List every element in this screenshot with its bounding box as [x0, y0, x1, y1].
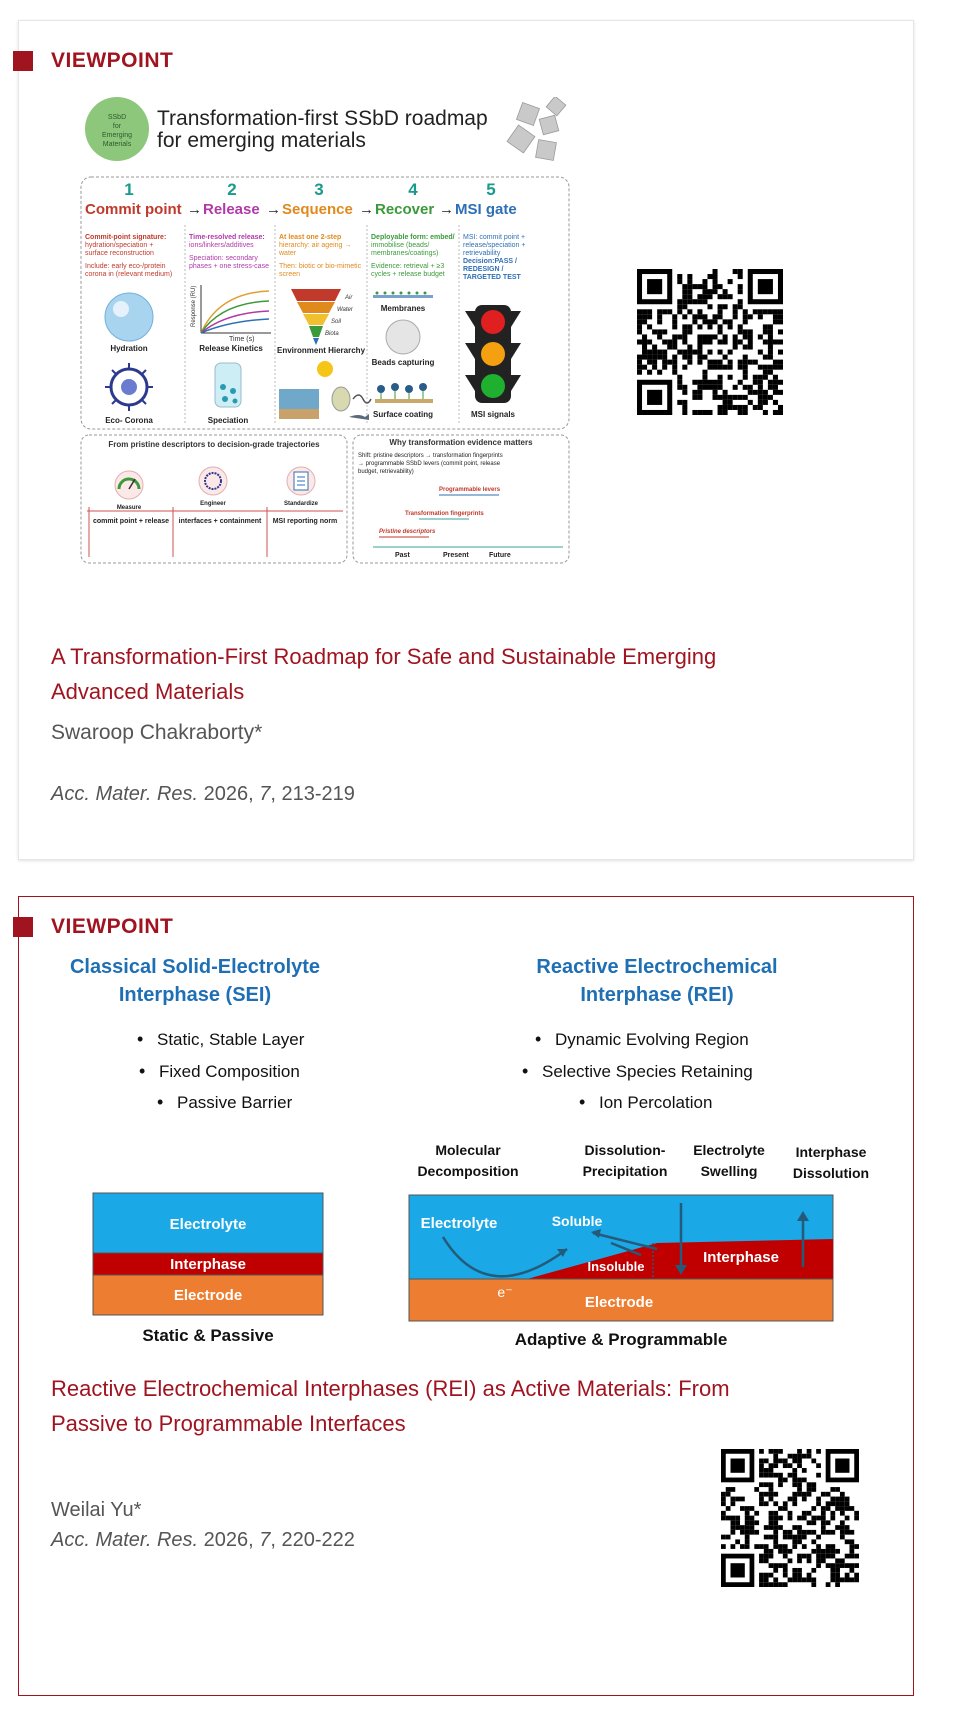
article-author: Weilai Yu*	[51, 1499, 142, 1521]
svg-text:Evidence: retrieval + ≥3: Evidence: retrieval + ≥3	[371, 263, 445, 270]
article-citation: Acc. Mater. Res. 2026, 7, 220-222	[51, 1529, 355, 1551]
svg-text:interfaces + containment: interfaces + containment	[178, 518, 262, 525]
svg-text:Interphase (REI): Interphase (REI)	[580, 984, 734, 1006]
qr-code[interactable]	[637, 269, 783, 415]
citation-pages: 220-222	[281, 1529, 355, 1551]
organism-icon	[332, 387, 350, 411]
svg-text:4: 4	[408, 180, 418, 199]
traffic-light-icon	[465, 305, 521, 403]
svg-text:Passive Barrier: Passive Barrier	[177, 1093, 293, 1112]
svg-text:At least one 2-step: At least one 2-step	[279, 234, 342, 241]
svg-text:Materials: Materials	[102, 141, 132, 148]
svg-text:cycles + release budget: cycles + release budget	[371, 271, 445, 278]
journal-name: Acc. Mater. Res.	[51, 1529, 199, 1551]
toc-graphic-ssbd-roadmap[interactable]	[79, 97, 571, 617]
svg-text:membranes/coatings): membranes/coatings)	[371, 250, 439, 257]
svg-text:Eco- Corona: Eco- Corona	[105, 416, 153, 425]
svg-text:→: →	[359, 201, 374, 218]
svg-text:for: for	[112, 123, 122, 130]
svg-text:immobilise (beads/: immobilise (beads/	[371, 242, 430, 249]
svg-text:Dynamic Evolving Region: Dynamic Evolving Region	[555, 1030, 749, 1049]
svg-text:•: •	[535, 1029, 542, 1049]
svg-text:From pristine descriptors to d: From pristine descriptors to decision-grade trajectories	[108, 440, 320, 449]
citation-year: 2026	[203, 783, 249, 805]
svg-text:•: •	[522, 1061, 529, 1081]
citation-pages: 213-219	[281, 783, 355, 805]
badge-marker	[13, 917, 33, 937]
qr-code[interactable]	[721, 1449, 859, 1587]
gauge-icon	[115, 471, 143, 499]
svg-text:5: 5	[486, 180, 496, 199]
surface-coating-icon	[375, 383, 433, 403]
svg-text:SSbD: SSbD	[107, 114, 127, 121]
journal-name: Acc. Mater. Res.	[51, 783, 199, 805]
svg-text:Biota: Biota	[325, 331, 339, 337]
svg-text:2: 2	[227, 180, 237, 199]
membranes-icon	[373, 292, 433, 299]
svg-text:surface reconstruction: surface reconstruction	[85, 250, 154, 257]
svg-text:Environment Hierarchy: Environment Hierarchy	[276, 346, 366, 355]
svg-text:REDESIGN /: REDESIGN /	[463, 266, 504, 273]
svg-text:→ programmable SSbD levers (co: → programmable SSbD levers (commit point, release	[358, 461, 501, 467]
svg-text:Engineer: Engineer	[200, 501, 226, 507]
svg-text:Soil: Soil	[331, 319, 342, 325]
article-type-badge: VIEWPOINT	[51, 49, 174, 72]
speciation-tube-icon	[215, 363, 241, 407]
svg-text:water: water	[279, 250, 297, 257]
svg-text:Dissolution: Dissolution	[792, 1165, 870, 1181]
svg-text:Air: Air	[345, 295, 353, 301]
svg-text:Reactive Electrochemical: Reactive Electrochemical	[536, 956, 778, 978]
engineer-icon	[199, 467, 227, 495]
svg-text:Interphase: Interphase	[795, 1144, 867, 1160]
svg-text:Classical Solid-Electrolyte: Classical Solid-Electrolyte	[69, 956, 321, 978]
bead-icon	[386, 320, 420, 354]
step-headers	[85, 180, 517, 218]
svg-text:release/speciation +: release/speciation +	[463, 242, 526, 249]
svg-text:Surface coating: Surface coating	[372, 410, 434, 419]
citation-year: 2026	[203, 1529, 249, 1551]
svg-text:Recover: Recover	[375, 201, 435, 218]
svg-text:Interphase: Interphase	[703, 1249, 779, 1266]
environment-funnel-icon	[291, 289, 354, 345]
svg-text:MSI signals: MSI signals	[470, 410, 516, 419]
eco-corona-icon	[105, 363, 153, 411]
article-citation: Acc. Mater. Res. 2026, 7, 213-219	[51, 783, 355, 805]
svg-text:Then: biotic or bio-mimetic: Then: biotic or bio-mimetic	[279, 263, 362, 270]
graphic-heading-1: Transformation-first SSbD roadmap	[157, 107, 488, 130]
svg-text:Static, Stable Layer: Static, Stable Layer	[157, 1030, 305, 1049]
svg-text:Beads capturing: Beads capturing	[371, 358, 435, 367]
svg-text:•: •	[137, 1029, 144, 1049]
svg-text:Insoluble: Insoluble	[587, 1259, 645, 1274]
article-author: Swaroop Chakraborty*	[51, 721, 263, 744]
right-caption: Adaptive & Programmable	[514, 1330, 728, 1349]
svg-text:Sequence: Sequence	[282, 201, 353, 218]
svg-text:ions/linkers/additives: ions/linkers/additives	[189, 242, 254, 249]
svg-text:Interphase (SEI): Interphase (SEI)	[118, 984, 272, 1006]
svg-text:Time-resolved release:: Time-resolved release:	[189, 234, 265, 241]
svg-text:Release: Release	[203, 201, 260, 218]
svg-text:Transformation fingerprints: Transformation fingerprints	[405, 511, 484, 517]
svg-text:Commit point: Commit point	[85, 201, 182, 218]
svg-text:hydration/speciation +: hydration/speciation +	[85, 242, 154, 249]
svg-text:Programmable levers: Programmable levers	[439, 487, 501, 493]
svg-text:commit point + release: commit point + release	[92, 518, 170, 525]
hydration-icon	[105, 293, 153, 341]
svg-text:hierarchy: air ageing →: hierarchy: air ageing →	[279, 242, 352, 249]
svg-text:Molecular: Molecular	[435, 1142, 501, 1158]
svg-text:Past: Past	[395, 552, 410, 559]
svg-text:Pristine descriptors: Pristine descriptors	[379, 529, 436, 535]
svg-text:Selective Species Retaining: Selective Species Retaining	[542, 1062, 753, 1081]
svg-text:•: •	[157, 1092, 164, 1112]
svg-text:Speciation: secondary: Speciation: secondary	[189, 255, 258, 262]
toc-graphic-rei[interactable]	[47, 949, 887, 1369]
svg-text:screen: screen	[279, 271, 301, 278]
svg-text:MSI reporting norm: MSI reporting norm	[272, 518, 338, 525]
badge-marker	[13, 51, 33, 71]
article-title-link[interactable]: Reactive Electrochemical Interphases (REI) as Active Materials: From Passive to Programmable Interfaces	[51, 1376, 730, 1436]
svg-text:Ion Percolation: Ion Percolation	[599, 1093, 713, 1112]
rei-diagram	[409, 1195, 833, 1321]
svg-text:Decision:PASS /: Decision:PASS /	[463, 258, 517, 265]
svg-text:Emerging: Emerging	[102, 132, 132, 139]
svg-text:→: →	[266, 201, 281, 218]
svg-text:Swelling: Swelling	[700, 1163, 758, 1179]
svg-text:Present: Present	[443, 552, 469, 559]
svg-text:TARGETED TEST: TARGETED TEST	[463, 274, 521, 281]
svg-text:Electrolyte: Electrolyte	[693, 1142, 765, 1158]
svg-text:Dissolution-: Dissolution-	[584, 1142, 666, 1158]
svg-text:Membranes: Membranes	[380, 304, 426, 313]
svg-text:•: •	[579, 1092, 586, 1112]
svg-text:Deployable form: embed/: Deployable form: embed/	[371, 234, 455, 241]
svg-text:Precipitation: Precipitation	[582, 1163, 668, 1179]
svg-text:Interphase: Interphase	[170, 1256, 246, 1273]
svg-text:3: 3	[314, 180, 324, 199]
svg-text:Release Kinetics: Release Kinetics	[199, 344, 263, 353]
citation-volume: 7	[259, 783, 271, 805]
standardize-icon	[287, 467, 315, 495]
svg-text:Measure: Measure	[116, 505, 142, 511]
svg-text:Electrode: Electrode	[584, 1294, 654, 1311]
citation-volume: 7	[259, 1529, 271, 1551]
svg-text:retrievability: retrievability	[463, 250, 501, 257]
graphic-heading-2: for emerging materials	[157, 129, 366, 152]
svg-text:Soluble: Soluble	[551, 1213, 603, 1229]
svg-text:Electrolyte: Electrolyte	[420, 1215, 498, 1232]
svg-text:phases + one stress-case: phases + one stress-case	[189, 263, 269, 270]
svg-text:Commit-point signature:: Commit-point signature:	[85, 234, 167, 241]
svg-text:Standardize: Standardize	[283, 501, 319, 507]
svg-text:→: →	[439, 201, 454, 218]
svg-text:corona in (relevant medium): corona in (relevant medium)	[85, 271, 173, 278]
svg-text:Speciation: Speciation	[207, 416, 249, 425]
svg-text:budget, retrievability): budget, retrievability)	[358, 469, 414, 475]
left-caption: Static & Passive	[142, 1326, 274, 1345]
article-title-link[interactable]: A Transformation-First Roadmap for Safe and Sustainable Emerging Advanced Materials	[51, 644, 717, 704]
sei-layer-stack	[93, 1193, 323, 1315]
article-type-badge: VIEWPOINT	[51, 915, 174, 938]
article-card[interactable]	[18, 896, 914, 1696]
svg-text:Water: Water	[337, 307, 353, 313]
svg-text:1: 1	[124, 180, 134, 199]
svg-text:Include: early eco-/protein: Include: early eco-/protein	[85, 263, 166, 270]
article-card[interactable]	[18, 20, 914, 860]
svg-text:MSI gate: MSI gate	[455, 201, 517, 218]
svg-text:Future: Future	[489, 552, 511, 559]
svg-text:Electrolyte: Electrolyte	[169, 1216, 247, 1233]
cubes-icon	[507, 97, 566, 160]
svg-text:•: •	[139, 1061, 146, 1081]
svg-text:→: →	[187, 201, 202, 218]
svg-text:Hydration: Hydration	[110, 344, 148, 353]
svg-text:Electrode: Electrode	[173, 1287, 243, 1304]
svg-text:Time (s): Time (s)	[229, 336, 255, 343]
svg-text:Shift: pristine descriptors →: Shift: pristine descriptors → transformation fingerprints	[358, 453, 503, 459]
release-kinetics-plot	[191, 285, 271, 343]
svg-text:Response (RU): Response (RU)	[191, 285, 197, 327]
svg-text:Fixed Composition: Fixed Composition	[159, 1062, 300, 1081]
svg-text:Why transformation evidence ma: Why transformation evidence matters	[389, 438, 533, 447]
sun-icon	[317, 361, 333, 377]
svg-text:MSI: commit point +: MSI: commit point +	[463, 234, 526, 241]
svg-text:e⁻: e⁻	[497, 1284, 513, 1300]
svg-text:Decomposition: Decomposition	[417, 1163, 519, 1179]
